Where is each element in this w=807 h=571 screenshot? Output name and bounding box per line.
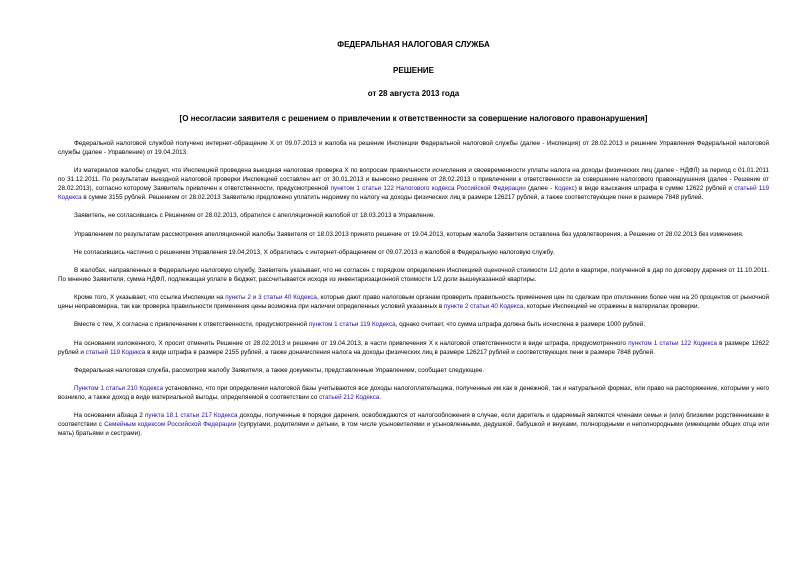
link-article-40-item-2[interactable]: пункте 2 статьи 40 Кодекса — [443, 303, 524, 311]
link-article-119[interactable]: статьей 119 Кодекса — [85, 348, 146, 356]
text: (супругами, родителями и детьми, в том числе усыновителями и усыновленными, дедушкой, бабушкой и внуками, полнородными и неполнородными (имеющими общих отца или мать) братьями и сестрами). — [58, 421, 769, 438]
paragraph-5 — [58, 248, 769, 257]
text: Вместе с тем, X согласна с привлечением к ответственности, предусмотренной — [74, 321, 309, 329]
text: . — [379, 393, 382, 401]
paragraph-2 — [58, 166, 769, 202]
paragraph-9 — [58, 339, 769, 357]
text: в размере 12622 рублей и — [58, 339, 769, 356]
link-code[interactable]: Кодекс — [554, 185, 575, 193]
text: На основании изложенного, X просит отменить Решение от 28.02.2013 и решение от 19.04.2013, в части привлечения X к налоговой ответственности в виде штрафа, предусмотренного — [74, 339, 629, 347]
text: в виде штрафа в размере 2155 рублей, а также доначисления налога на доходы физических лиц в размере 126217 рублей и соответствующих пени в размере 7848 рублей. — [145, 348, 655, 356]
document-type: РЕШЕНИЕ — [393, 66, 434, 75]
link-family-code[interactable]: Семейным кодексом Российской Федерации — [104, 421, 237, 429]
text: Федеральной налоговой службой получено интернет-обращение X от 09.07.2013 и жалоба на решение Инспекции Федеральной налоговой службы (далее - Инспекция) от 28.02.2013 и решение Управления Федеральной налоговой службы (далее - Управление) от 19.04.2013. — [58, 140, 769, 156]
link-article-212[interactable]: статьей 212 Кодекса — [319, 393, 380, 401]
paragraph-7 — [58, 293, 769, 311]
text: , которые дают право налоговым органам проверить правильность применения цен по сделкам при отклонении более чем на 20 процентов от рыночной цены неправомерна, так как проверка правильности применения цены возможна при наличии определенных условий указанных в — [58, 294, 769, 311]
paragraph-3 — [58, 211, 769, 220]
text: Федеральная налоговая служба, рассмотрев жалобу Заявителя, а также документы, представленные Управлением, сообщает следующее. — [74, 366, 485, 374]
text: доходы, полученные в порядке дарения, освобождаются от налогообложения в случае, если даритель и одаряемый являются членами семьи и (или) близкими родственниками в соответствии с — [58, 412, 769, 429]
link-article-210-item-1[interactable]: Пунктом 1 статьи 210 Кодекса — [74, 384, 164, 392]
link-article-122-item-1[interactable]: пунктом 1 статьи 122 Кодекса — [628, 339, 718, 347]
text: ) в виде взыскания штрафа в сумме 12622 рублей и — [574, 185, 735, 193]
text: Заявитель, не согласившись с Решением от 28.02.2013, обратился с апелляционной жалобой от 18.03.2013 в Управление. — [74, 212, 436, 220]
paragraph-8 — [58, 320, 769, 329]
link-article-122-tax-code[interactable]: пунктом 1 статьи 122 Налогового кодекса Российской Федерации — [330, 185, 526, 193]
text: Кроме того, X указывает, что ссылка Инспекции на — [74, 294, 226, 302]
link-article-40-items-2-3[interactable]: пункты 2 и 3 статьи 40 Кодекса — [225, 294, 317, 302]
text: На основании абзаца 2 — [74, 412, 145, 420]
document-body — [58, 139, 769, 438]
paragraph-12 — [58, 411, 769, 438]
paragraph-11 — [58, 384, 769, 402]
paragraph-1 — [58, 139, 769, 157]
link-article-119[interactable]: статьей 119 Кодекса — [58, 185, 769, 202]
text: , однако считает, что сумма штрафа должна быть исчислена в размере 1000 рублей. — [395, 321, 646, 329]
text: Из материалов жалобы следует, что Инспекцией проведена выездная налоговая проверка X по вопросам правильности исчисления и своевременности уплаты налога на доходы физических лиц (далее - НДФЛ) за период с 01.01.2011 по 31.12.2011. По результатам выездной налоговой проверки Инспекцией составлен акт от 30.01.2013 и вынесено решение от 28.02.2013 о привлечении к ответственности за совершение налогового правонарушения (далее - Решение от 28.02.2013), согласно которому Заявитель привлечен к ответственности, предусмотренной — [58, 167, 769, 193]
document-subject: [О несогласии заявителя с решением о привлечении к ответственности за совершение налогового правонарушения] — [179, 114, 648, 123]
text: , которые Инспекцией не отражены в материалах проверки. — [523, 303, 700, 311]
link-article-119-item-1[interactable]: пунктом 1 статьи 119 Кодекса — [308, 321, 396, 329]
text: установлено, что при определении налоговой базы учитываются все доходы налогоплательщика, полученные им как в денежной, так и натуральной формах, или право на распоряжение, которыми у него возникло, а также доход в виде материальной выгоды, определяемой в соответствии со — [58, 384, 769, 401]
paragraph-6 — [58, 266, 769, 284]
text: Управлением по результатам рассмотрения апелляционной жалобы Заявителя от 18.03.2013 принято решение от 19.04.2013, которым жалоба Заявителя оставлена без удовлетворения, а Решение от 28.02.2013 без изменения. — [74, 230, 744, 238]
paragraph-10 — [58, 366, 769, 375]
document-date: от 28 августа 2013 года — [367, 89, 460, 98]
link-article-217-item-18-1[interactable]: пункта 18.1 статьи 217 Кодекса — [144, 412, 238, 420]
text: (далее - — [525, 185, 555, 193]
agency-title: ФЕДЕРАЛЬНАЯ НАЛОГОВАЯ СЛУЖБА — [337, 40, 490, 49]
paragraph-4 — [58, 230, 769, 239]
text: в сумме 3155 рублей. Решением от 28.02.2013 Заявителю предложено уплатить недоимку по налогу на доходы физических лиц в размере 126217 рублей, а также соответствующие пени в размере 7848 рублей. — [81, 194, 704, 202]
text: Не согласившись частично с решением Управления 19.04,2013, X обратилась с интернет-обращением от 09.07.2013 и жалобой в Федеральную налоговую службу. — [74, 248, 555, 256]
text: В жалобах, направленных в Федеральную налоговую службу, Заявитель указывает, что не согласен с порядком определения Инспекцией оценочной стоимости 1/2 доли в квартире, полученной в дар по договору дарения от 11.10.2011. По мнению Заявителя, сумма НДФЛ, подлежащая уплате в бюджет, рассчитывается исходя из инвентаризационной стоимости 1/2 доли вышеуказанной квартиры. — [58, 266, 769, 283]
